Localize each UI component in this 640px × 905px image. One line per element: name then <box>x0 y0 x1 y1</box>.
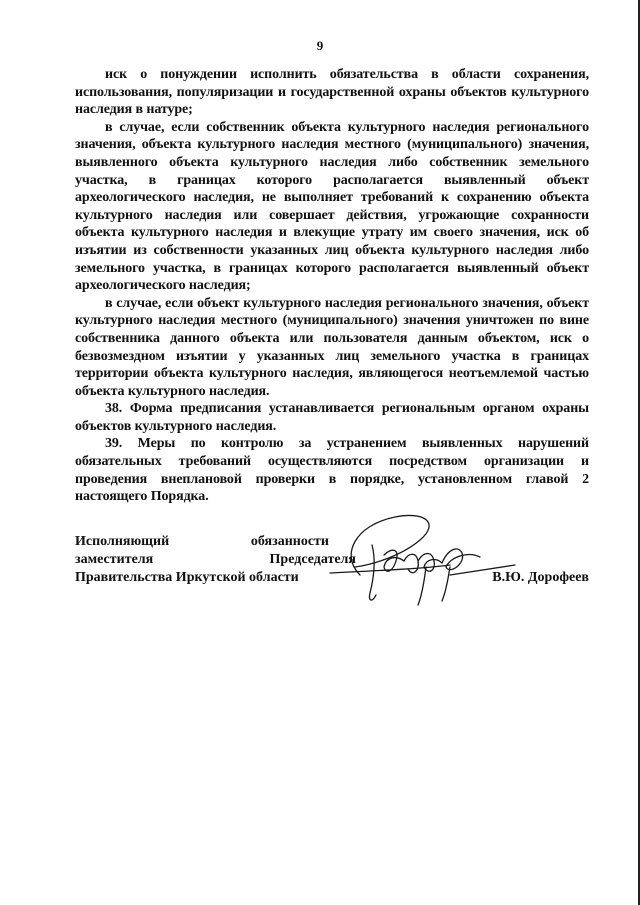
page-number: 9 <box>316 38 324 53</box>
signer-title-line-2 <box>75 551 356 569</box>
signer-name: В.Ю. Дорофеев <box>492 570 589 585</box>
signer-title-word-2: обязанности <box>250 534 329 549</box>
signer-title-word-1: Исполняющий <box>75 534 170 549</box>
signer-title-word-4: Председателя <box>269 552 356 567</box>
paragraph-claim-obligations: иск о понуждении исполнить обязательства в области сохранения, использования, популяризации и государственной охраны объектов культурного наследия в натуре; <box>75 67 589 118</box>
document-body <box>75 66 589 506</box>
paragraph-item-39: 39. Меры по контролю за устранением выявленных нарушений обязательных требований осуществляются посредством организации и проведения внеплановой проверки в порядке, установленном главой 2 настоящего Порядка. <box>75 436 589 505</box>
paragraph-item-38: 38. Форма предписания устанавливается региональным органом охраны объектов культурного наследия. <box>75 401 589 434</box>
signer-title-word-3: заместителя <box>75 552 154 567</box>
signer-title-line-1 <box>75 533 329 551</box>
paragraph-claim-land: в случае, если объект культурного наследия регионального значения, объект культурного наследия местного (муниципального) значения уничтожен по вине собственника данного объекта или пользователя данным объектом, иск о безвозмездном изъятии у указанных лиц земельного участка в границах территории объекта культурного наследия, являющегося неотъемлемой частью объекта культурного наследия. <box>75 295 589 399</box>
signer-title-line-3: Правительства Иркутской области <box>75 570 299 585</box>
signature-block <box>75 533 589 593</box>
paragraph-claim-seizure: в случае, если собственник объекта культурного наследия регионального значения, объекта культурного наследия местного (муниципального) значения, выявленного объекта культурного наследия либо собственник земельного участка, в границах которого располагается выявленный объект археологического наследия, не выполняет требований к сохранению объекта культурного наследия или совершает действия, угрожающие сохранности объекта культурного наследия и влекущие утрату им своего значения, иск об изъятии из собственности указанных лиц объекта культурного наследия либо земельного участка, в границах которого располагается выявленный объект археологического наследия; <box>75 119 589 294</box>
